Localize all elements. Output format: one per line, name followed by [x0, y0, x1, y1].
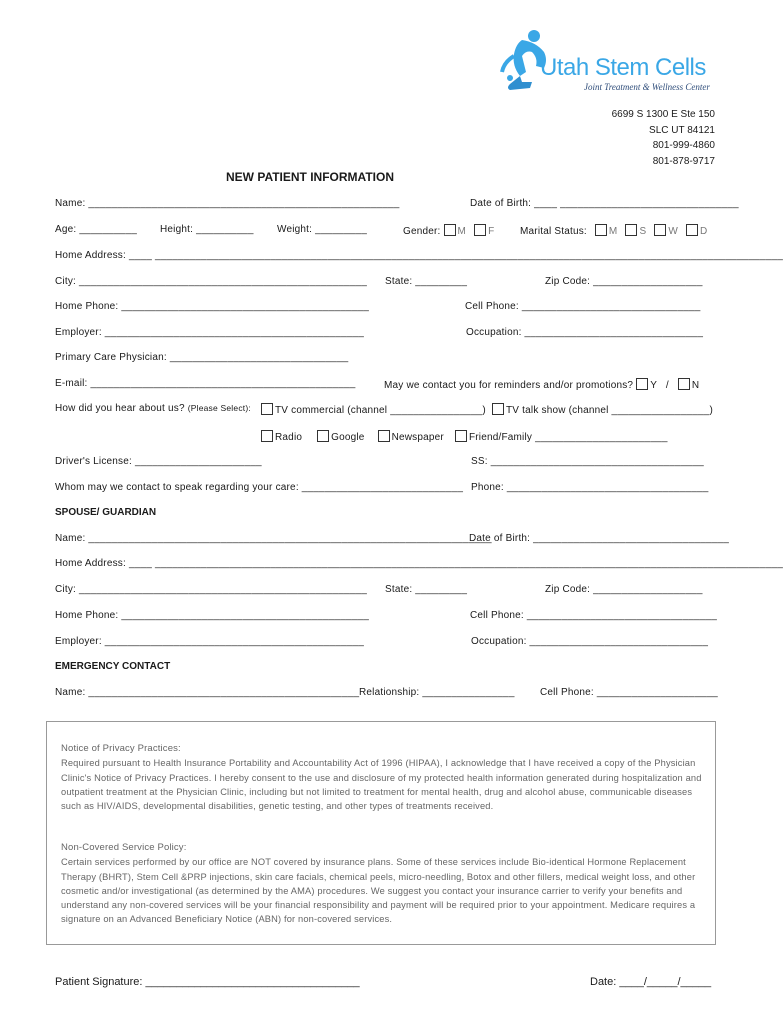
- newspaper-label: Newspaper: [391, 432, 444, 443]
- tv-talk-label: TV talk show (channel _________________): [506, 405, 714, 416]
- emergency-relationship-field[interactable]: Relationship: ________________: [359, 687, 515, 698]
- zip-field[interactable]: Zip Code: ___________________: [545, 276, 703, 287]
- marital-label: Marital Status:: [520, 226, 587, 237]
- care-contact-field[interactable]: Whom may we contact to speak regarding your care: ____________________________: [55, 482, 464, 493]
- newspaper-checkbox[interactable]: [378, 430, 390, 442]
- marital-m-label: M: [608, 226, 618, 237]
- logo-tagline: Joint Treatment & Wellness Center: [584, 82, 710, 92]
- marital-w-checkbox[interactable]: [654, 224, 666, 236]
- height-field[interactable]: Height: __________: [160, 224, 254, 235]
- page-title: NEW PATIENT INFORMATION: [226, 170, 394, 184]
- home-address-field[interactable]: Home Address: ____ _____________________________________________________________________________________________________________: [55, 250, 783, 261]
- occupation-field[interactable]: Occupation: _______________________________: [466, 327, 704, 338]
- marital-s-checkbox[interactable]: [625, 224, 637, 236]
- marital-group: [520, 224, 707, 237]
- contact-question: May we contact you for reminders and/or promotions?: [384, 380, 634, 391]
- clinic-address: [612, 107, 715, 169]
- emergency-heading: EMERGENCY CONTACT: [55, 661, 171, 672]
- marital-s-label: S: [639, 226, 647, 237]
- weight-field[interactable]: Weight: _________: [277, 224, 367, 235]
- spouse-home-phone-field[interactable]: Home Phone: ___________________________________________: [55, 610, 370, 621]
- spouse-state-field[interactable]: State: _________: [385, 584, 468, 595]
- noncovered-text: Certain services performed by our office are NOT covered by insurance plans. Some of these services include Bio-identical Hormone Replacement Therapy (BHRT), Stem Cell &PRP injections, skin care facials, chemical peels, micro-needling, Botox and other fillers, medical weight loss, and other cosmetic and/or investigational (as determined by the AMA) procedures. We suggest you contact your insurance carrier to verify your benefits and understand any non-covered services will be your financial responsibility and payment will be required prior to your appointment. Medicare requires a signature on an Advanced Beneficiary Notice (ABN) for non-covered services.: [61, 857, 696, 925]
- signature-date-field[interactable]: Date: ____/_____/_____: [590, 976, 712, 988]
- contact-no-label: N: [691, 380, 700, 391]
- tv-commercial-checkbox[interactable]: [261, 403, 273, 415]
- address-line: 6699 S 1300 E Ste 150: [611, 109, 715, 120]
- cell-phone-field[interactable]: Cell Phone: _______________________________: [465, 301, 701, 312]
- privacy-title: Notice of Privacy Practices:: [61, 743, 181, 754]
- privacy-text: Required pursuant to Health Insurance Portability and Accountability Act of 1996 (HIPAA), I acknowledge that I have received a copy of the Physician Clinic's Notice of Privacy Practices. I hereby consent to the use and disclosure of my protected health information generated during hospitalization and outpatient treatment at the Physician Clinic, including but not limited to treatment for mental health, drug and alcohol abuse, communicable diseases such as HIV/AIDS, developmental disabilities, genetic testing, and other types of treatments received.: [61, 758, 702, 812]
- referral-tv-talk: [489, 403, 713, 416]
- care-contact-phone-field[interactable]: Phone: ___________________________________: [471, 482, 709, 493]
- spouse-dob-field[interactable]: Date of Birth: __________________________________: [469, 533, 730, 544]
- logo-brand: Utah Stem Cells: [540, 54, 706, 81]
- age-field[interactable]: Age: __________: [55, 224, 137, 235]
- gender-m-checkbox[interactable]: [444, 224, 456, 236]
- google-label: Google: [331, 432, 365, 443]
- noncovered-title: Non-Covered Service Policy:: [61, 842, 187, 853]
- referral-tv-commercial: [258, 403, 486, 416]
- address-line: 801-878-9717: [652, 155, 715, 167]
- patient-signature-field[interactable]: Patient Signature: ___________________________________: [55, 976, 360, 988]
- spouse-cell-phone-field[interactable]: Cell Phone: _________________________________: [470, 610, 718, 621]
- city-field[interactable]: City: __________________________________________________: [55, 276, 368, 287]
- spouse-occupation-field[interactable]: Occupation: _______________________________: [471, 636, 709, 647]
- address-line: 801-999-4860: [652, 140, 715, 151]
- google-checkbox[interactable]: [317, 430, 329, 442]
- referral-note: (Please Select):: [187, 403, 251, 413]
- ss-field[interactable]: SS: _____________________________________: [471, 456, 704, 467]
- spouse-zip-field[interactable]: Zip Code: ___________________: [545, 584, 703, 595]
- tv-commercial-label: TV commercial (channel ________________): [275, 405, 486, 416]
- email-field[interactable]: E-mail: ______________________________________________: [55, 378, 356, 389]
- gender-f-label: F: [488, 226, 495, 237]
- tv-talk-checkbox[interactable]: [492, 403, 504, 415]
- logo: [500, 26, 730, 102]
- referral-options-row: [258, 430, 668, 443]
- contact-yes-checkbox[interactable]: [636, 378, 648, 390]
- pcp-field[interactable]: Primary Care Physician: _______________________________: [55, 352, 349, 363]
- emergency-cell-phone-field[interactable]: Cell Phone: _____________________: [540, 687, 718, 698]
- marital-d-label: D: [699, 226, 708, 237]
- contact-consent-group: [384, 378, 699, 391]
- gender-label: Gender:: [403, 226, 441, 237]
- gender-group: [403, 224, 494, 237]
- contact-yes-label: Y: [650, 380, 657, 391]
- spouse-employer-field[interactable]: Employer: _____________________________________________: [55, 636, 365, 647]
- spouse-city-field[interactable]: City: __________________________________________________: [55, 584, 368, 595]
- state-field[interactable]: State: _________: [385, 276, 468, 287]
- radio-checkbox[interactable]: [261, 430, 273, 442]
- friend-label: Friend/Family _______________________: [468, 432, 668, 443]
- spouse-home-address-field[interactable]: Home Address: ____ _____________________________________________________________________________________________________________: [55, 558, 783, 569]
- employer-field[interactable]: Employer: _____________________________________________: [55, 327, 365, 338]
- name-field[interactable]: Name: ______________________________________________________: [55, 198, 400, 209]
- address-line: SLC UT 84121: [649, 124, 715, 136]
- dob-field[interactable]: Date of Birth: ____ _______________________________: [470, 198, 739, 209]
- privacy-notice: [61, 742, 706, 813]
- referral-question: How did you hear about us?: [55, 403, 185, 414]
- contact-no-checkbox[interactable]: [678, 378, 690, 390]
- contact-slash: /: [665, 380, 669, 391]
- marital-m-checkbox[interactable]: [595, 224, 607, 236]
- emergency-name-field[interactable]: Name: _______________________________________________: [55, 687, 360, 698]
- marital-d-checkbox[interactable]: [686, 224, 698, 236]
- marital-w-label: W: [668, 226, 678, 237]
- noncovered-notice: [61, 841, 706, 927]
- license-field[interactable]: Driver's License: ______________________: [55, 456, 262, 467]
- spouse-heading: SPOUSE/ GUARDIAN: [55, 507, 157, 518]
- gender-f-checkbox[interactable]: [474, 224, 486, 236]
- friend-checkbox[interactable]: [455, 430, 467, 442]
- radio-label: Radio: [275, 432, 303, 443]
- spouse-name-field[interactable]: Name: ______________________________________________________________________: [55, 533, 492, 544]
- home-phone-field[interactable]: Home Phone: ___________________________________________: [55, 301, 370, 312]
- referral-label: [55, 403, 251, 414]
- gender-m-label: M: [457, 226, 467, 237]
